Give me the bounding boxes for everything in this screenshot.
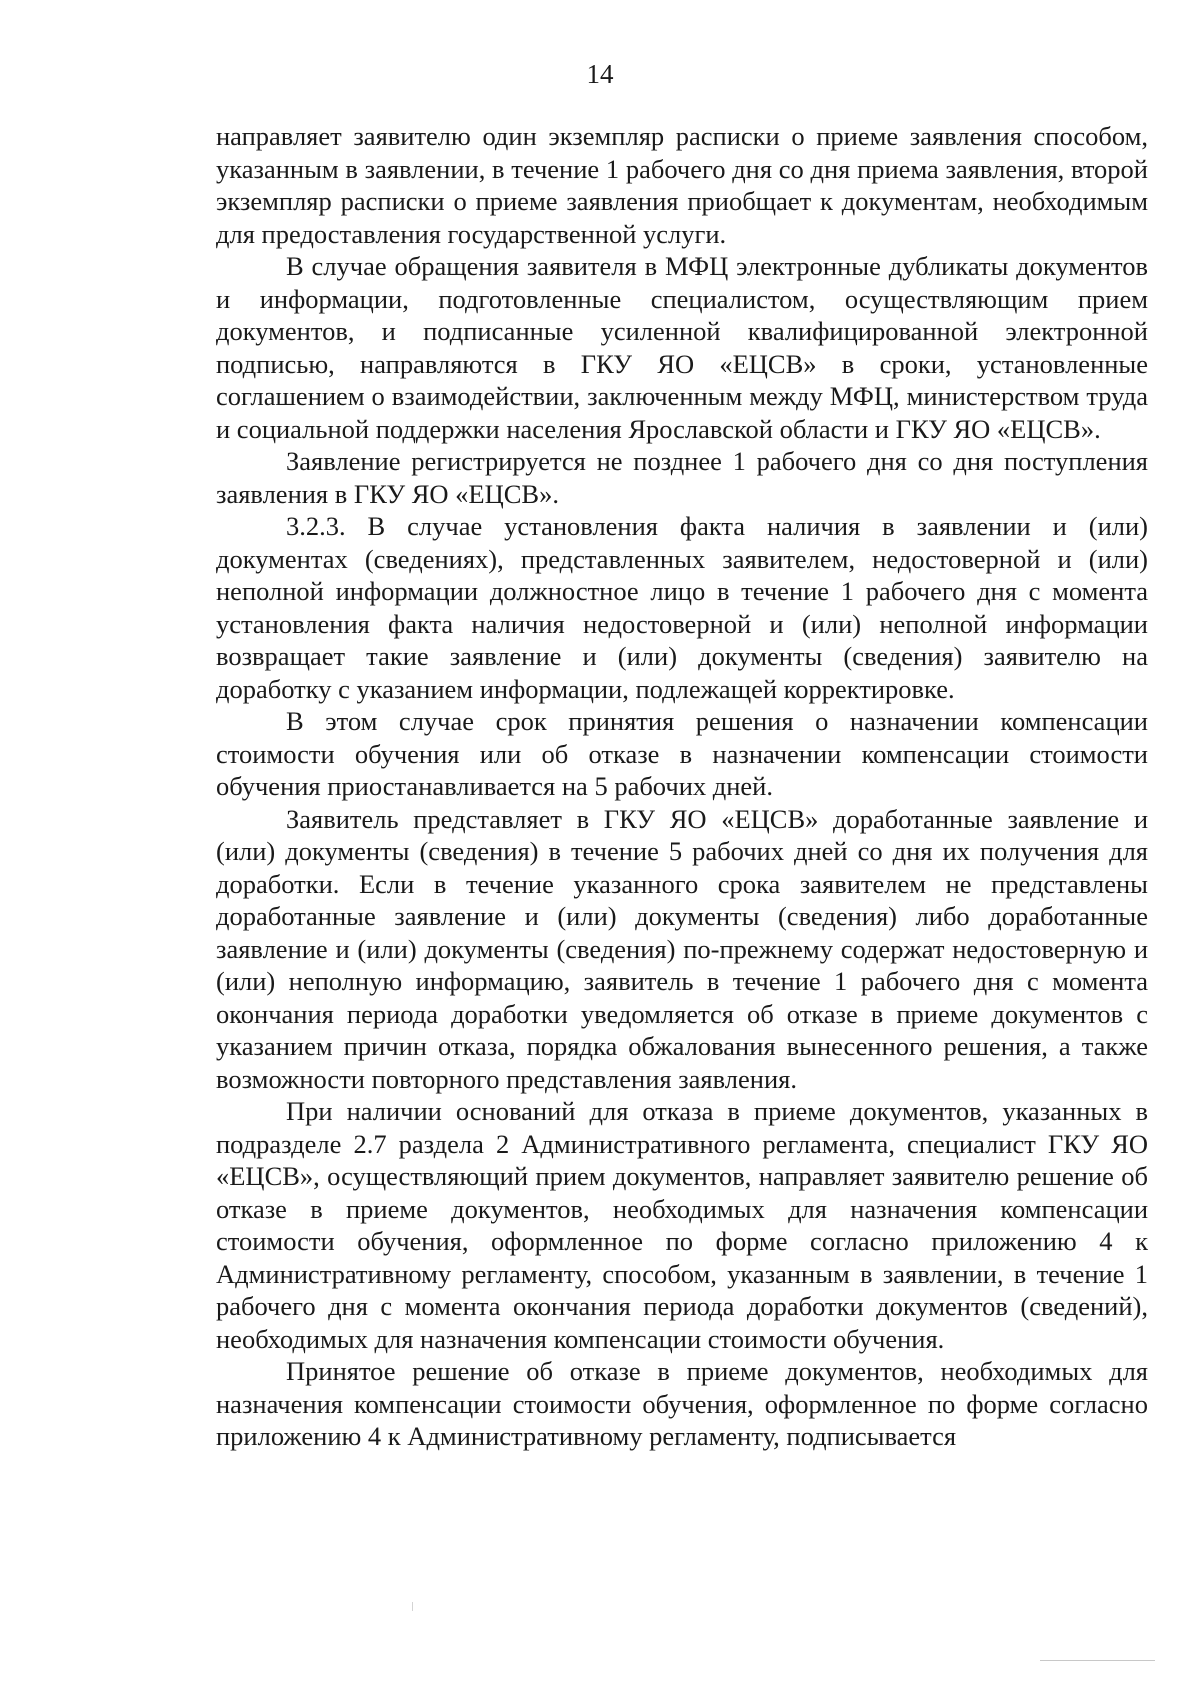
paragraph-suspension: В этом случае срок принятия решения о назначении компенсации стоимости обучения или об отказе в назначении компенсации стоимости обучения приостанавливается на 5 рабочих дней. <box>216 706 1148 801</box>
document-body <box>216 120 1148 1453</box>
paragraph-3-2-3: 3.2.3. В случае установления факта наличия в заявлении и (или) документах (сведениях), представленных заявителем, недостоверной и (или) неполной информации должностное лицо в течение 1 рабочего дня с момента установления факта наличия недостоверной и (или) неполной информации возвращает такие заявление и (или) документы (сведения) заявителю на доработку с указанием информации, подлежащей корректировке. <box>216 511 1148 704</box>
paragraph-mfc-duplicates: В случае обращения заявителя в МФЦ электронные дубликаты документов и информации, подготовленные специалистом, осуществляющим прием документов, и подписанные усиленной квалифицированной электронной подписью, направляются в ГКУ ЯО «ЕЦСВ» в сроки, установленные соглашением о взаимодействии, заключенным между МФЦ, министерством труда и социальной поддержки населения Ярославской области и ГКУ ЯО «ЕЦСВ». <box>216 251 1148 444</box>
paragraph-registration: Заявление регистрируется не позднее 1 рабочего дня со дня поступления заявления в ГКУ ЯО «ЕЦСВ». <box>216 446 1148 509</box>
paragraph-refusal-grounds: При наличии оснований для отказа в приеме документов, указанных в подразделе 2.7 раздела 2 Административного регламента, специалист ГКУ ЯО «ЕЦСВ», осуществляющий прием документов, направляет заявителю решение об отказе в приеме документов, необходимых для назначения компенсации стоимости обучения, оформленное по форме согласно приложению 4 к Административному регламенту, способом, указанным в заявлении, в течение 1 рабочего дня с момента окончания периода доработки документов (сведений), необходимых для назначения компенсации стоимости обучения. <box>216 1096 1148 1354</box>
scan-artifact-mark <box>412 1602 413 1611</box>
paragraph-continuation: направляет заявителю один экземпляр расписки о приеме заявления способом, указанным в заявлении, в течение 1 рабочего дня со дня приема заявления, второй экземпляр расписки о приеме заявления приобщает к документам, необходимым для предоставления государственной услуги. <box>216 121 1148 249</box>
page-number: 14 <box>586 59 614 89</box>
scan-artifact-line <box>1040 1660 1155 1661</box>
paragraph-refusal-signing: Принятое решение об отказе в приеме документов, необходимых для назначения компенсации стоимости обучения, оформленное по форме согласно приложению 4 к Административному регламенту, подписывается <box>216 1356 1148 1451</box>
paragraph-revised-documents: Заявитель представляет в ГКУ ЯО «ЕЦСВ» доработанные заявление и (или) документы (сведения) в течение 5 рабочих дней со дня их получения для доработки. Если в течение указанного срока заявителем не представлены доработанные заявление и (или) документы (сведения) либо доработанные заявление и (или) документы (сведения) по-прежнему содержат недостоверную и (или) неполную информацию, заявитель в течение 1 рабочего дня с момента окончания периода доработки уведомляется об отказе в приеме документов с указанием причин отказа, порядка обжалования вынесенного решения, а также возможности повторного представления заявления. <box>216 803 1148 1094</box>
